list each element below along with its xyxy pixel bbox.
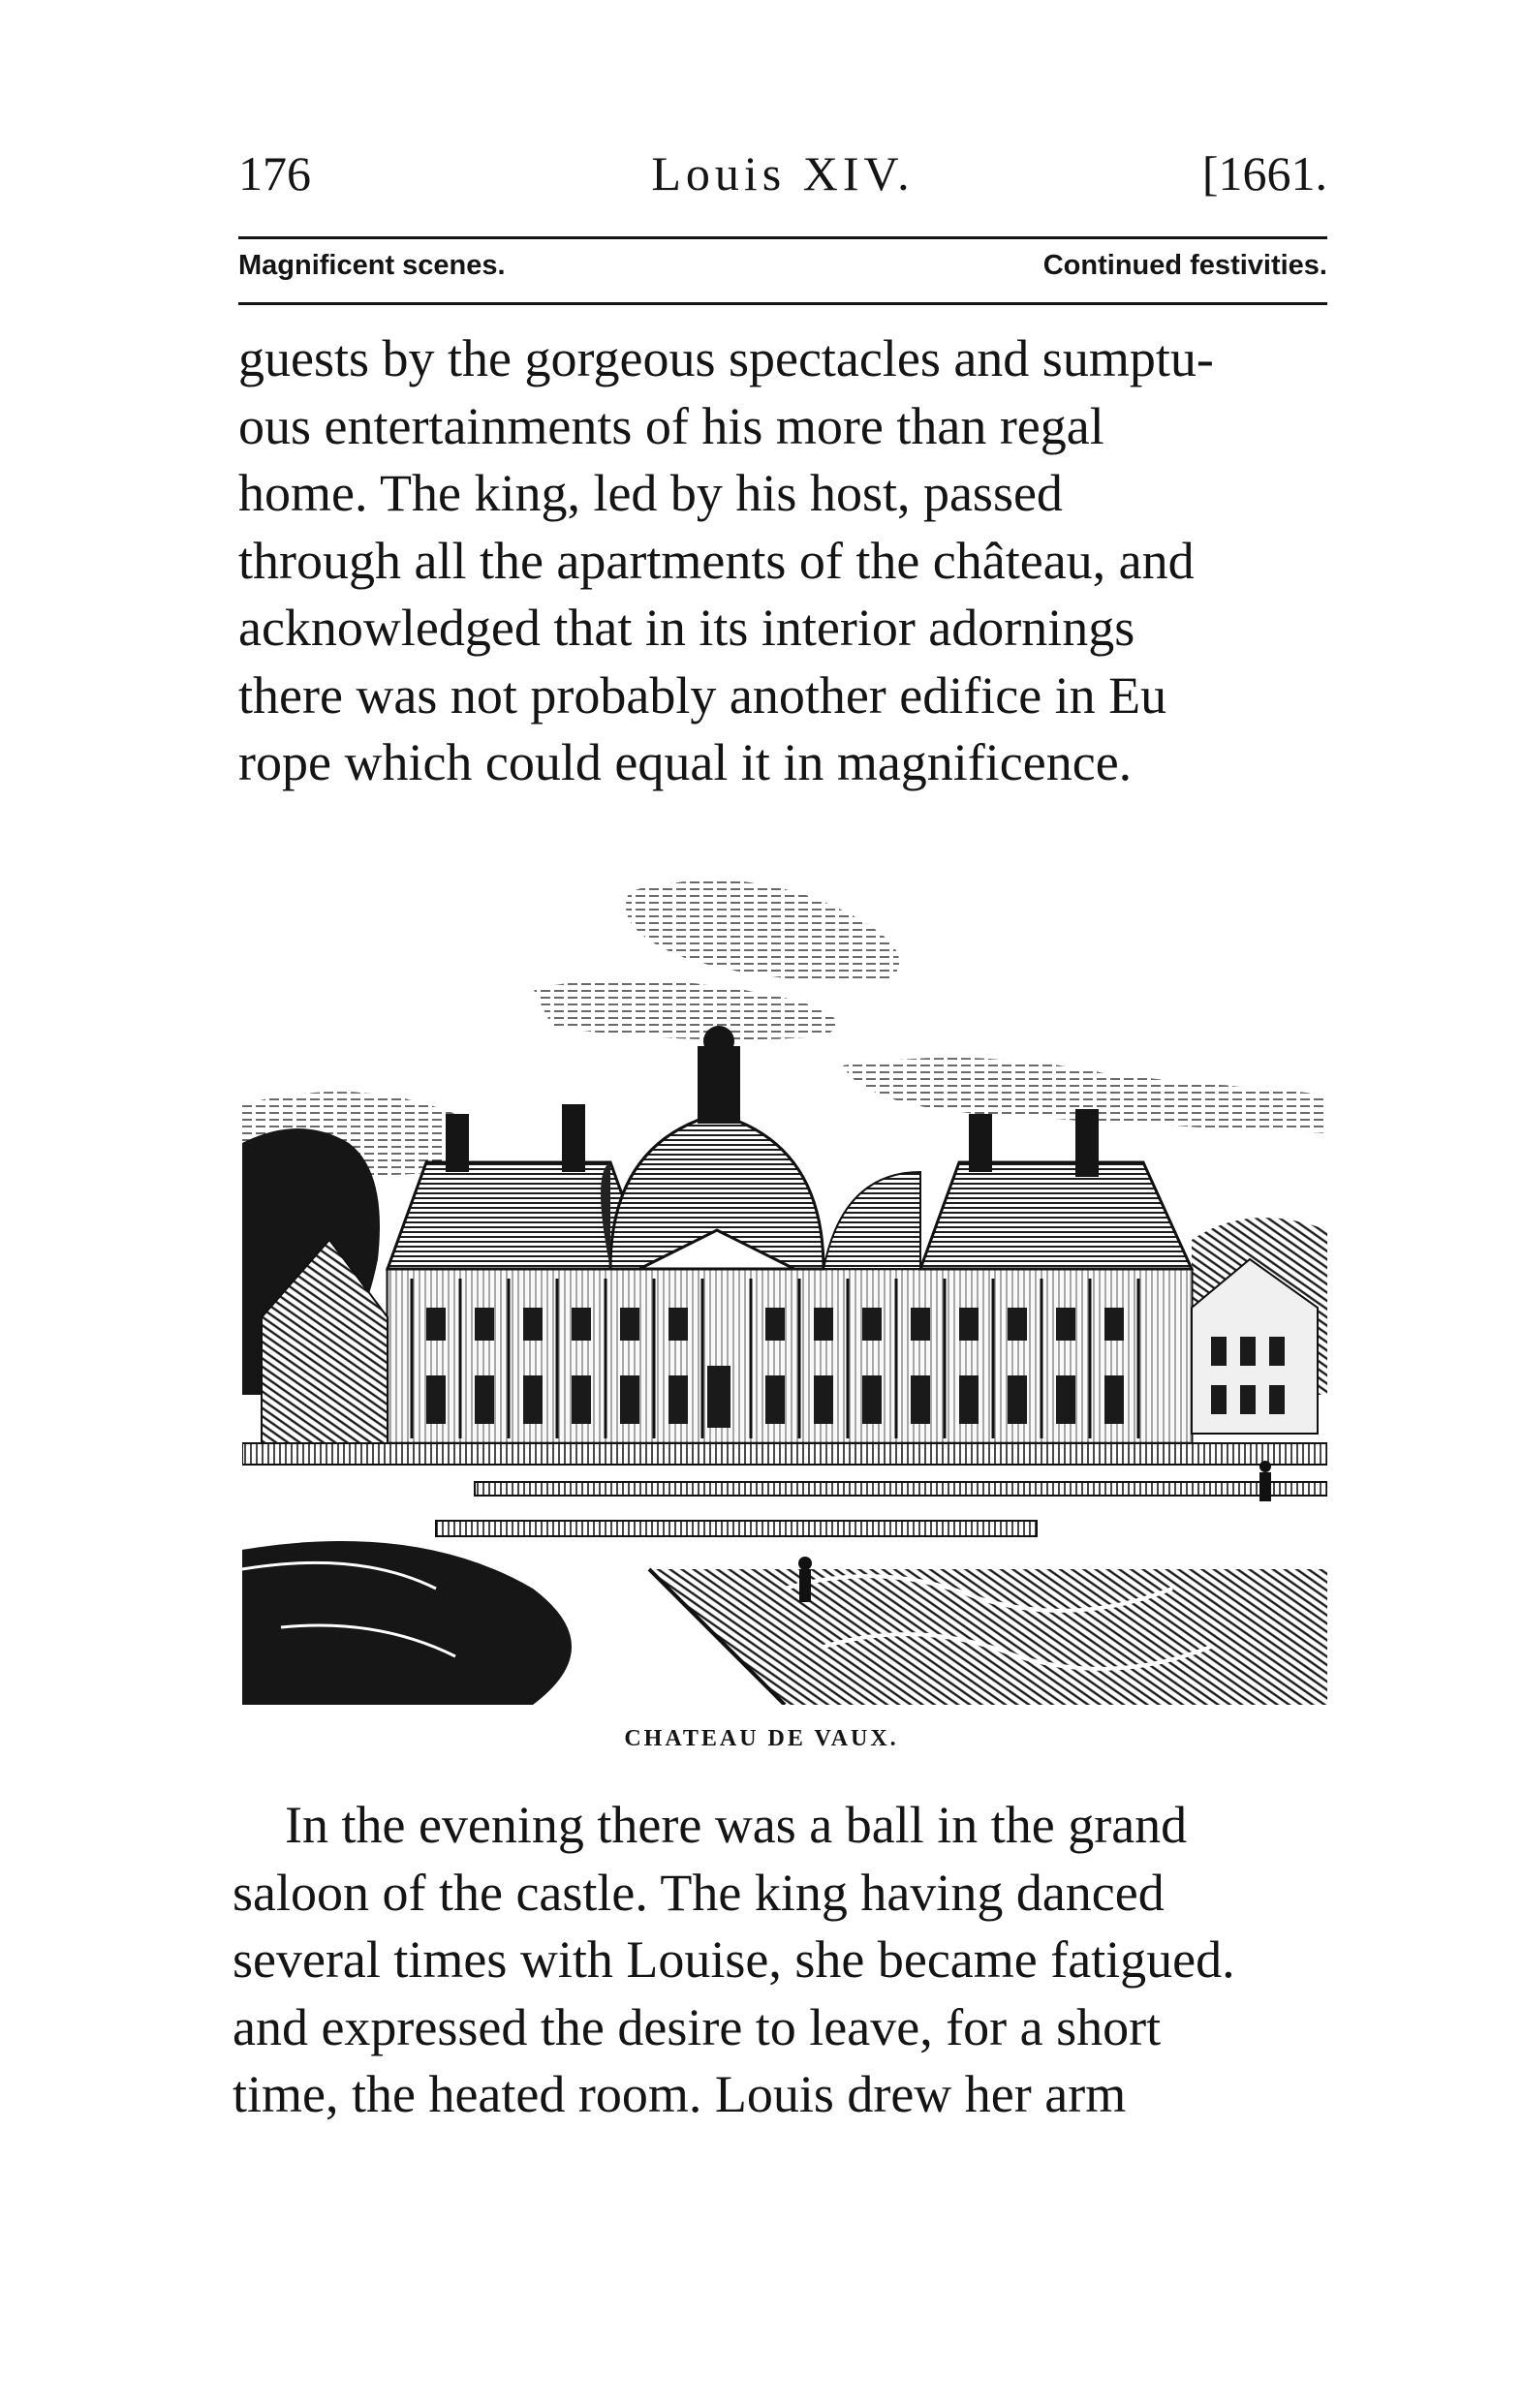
page-number: 176 <box>238 146 311 201</box>
text-line: there was not probably another edifice in Eu <box>238 665 1167 725</box>
text-line: several times with Louise, she became fatigued. <box>233 1930 1235 1989</box>
text-line: rope which could equal it in magnificence. <box>238 733 1133 791</box>
paragraph-1 <box>238 325 1327 797</box>
text-line: home. The king, led by his host, passed <box>238 464 1063 522</box>
side-note-right: Continued festivities. <box>1042 250 1327 281</box>
text-line: acknowledged that in its interior adornings <box>238 599 1135 657</box>
text-line: ous entertainments of his more than regal <box>238 396 1104 455</box>
text-line: In the evening there was a ball in the grand <box>285 1796 1188 1854</box>
figure-caption: CHATEAU DE VAUX. <box>624 1726 899 1751</box>
running-head <box>238 145 1327 213</box>
side-note-left: Magnificent scenes. <box>238 250 506 281</box>
text-line: saloon of the castle. The king having danced <box>233 1863 1165 1922</box>
header-rule <box>238 236 1327 239</box>
text-line: guests by the gorgeous spectacles and sumptu- <box>238 329 1214 387</box>
chateau-engraving <box>242 852 1327 1705</box>
text-line: through all the apartments of the château, and <box>238 531 1195 590</box>
text-line: and expressed the desire to leave, for a short <box>233 1997 1162 2056</box>
running-year: [1661. <box>1201 146 1327 201</box>
text-line: time, the heated room. Louis drew her arm <box>233 2065 1127 2123</box>
side-note-rule <box>238 302 1327 305</box>
running-title: Louis XIV. <box>651 146 915 201</box>
paragraph-2 <box>233 1792 1316 2129</box>
